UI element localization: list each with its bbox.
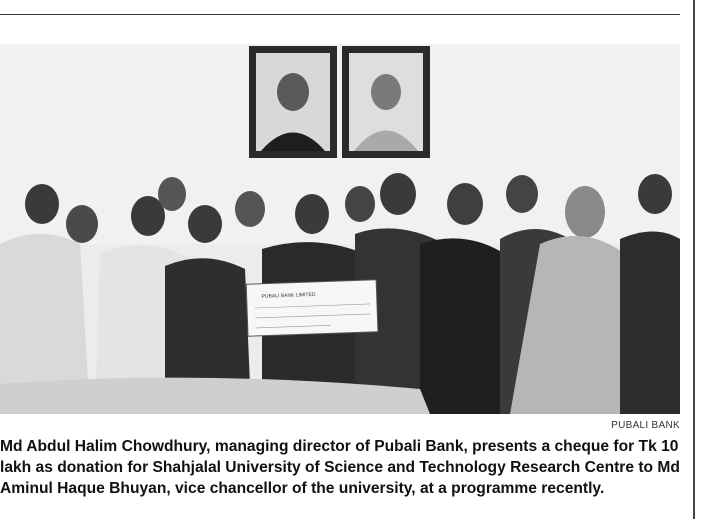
- news-photo: [0, 44, 680, 414]
- portrait-frame-right: [342, 46, 430, 158]
- photo-caption: Md Abdul Halim Chowdhury, managing director of Pubali Bank, presents a cheque for Tk 10 lakh as donation for Shahjalal University of Science and Technology Research Centre to Md Aminul Haque Bhuyan, vice chancellor of the university, at a programme recently.: [0, 438, 680, 497]
- top-divider: [0, 14, 680, 15]
- portrait-frame-left: [249, 46, 337, 158]
- column-divider: [693, 0, 695, 519]
- cheque-bank-name: PUBALI BANK LIMITED: [261, 291, 316, 300]
- cheque: [246, 280, 378, 337]
- photo-credit: PUBALI BANK: [611, 420, 680, 431]
